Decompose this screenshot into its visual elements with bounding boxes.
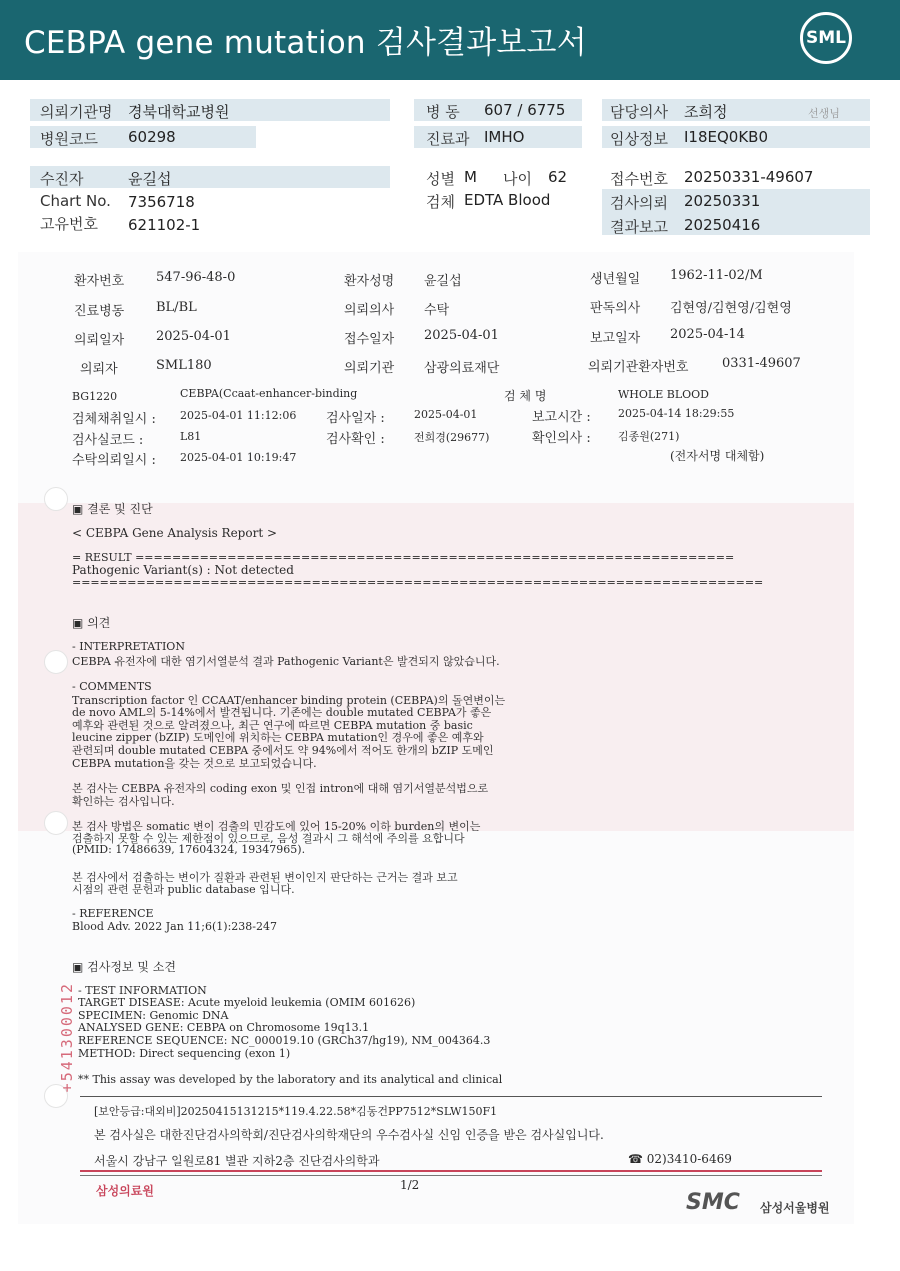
scan-value: 0331-49607 <box>722 356 801 371</box>
confirm-dr-label: 확인의사 : <box>532 431 591 446</box>
scan-label: 생년월일 <box>590 272 641 287</box>
hospital-value: 경북대학교병원 <box>128 103 230 121</box>
collect-label: 검체채취일시 : <box>72 412 156 427</box>
clinical-label: 임상정보 <box>610 130 668 148</box>
scan-value: BL/BL <box>156 300 197 315</box>
comment-line: 본 검사는 CEBPA 유전자의 coding exon 및 인접 intron에 대해 염기서열분석법으로 <box>72 782 489 795</box>
scan-value: 2025-04-14 <box>670 327 745 342</box>
info-line: ANALYSED GENE: CEBPA on Chromosome 19q13.1 <box>78 1021 370 1034</box>
doctor-value: 조희정 <box>684 103 728 121</box>
interp-text: CEBPA 유전자에 대한 염기서열분석 결과 Pathogenic Variant은 발견되지 않았습니다. <box>72 655 500 668</box>
info-line: REFERENCE SEQUENCE: NC_000019.10 (GRCh37/hg19), NM_004364.3 <box>78 1034 491 1047</box>
comment-line: 본 검사에서 검출하는 변이가 질환과 관련된 변이인지 판단하는 근거는 결과 보고 <box>72 871 458 884</box>
scan-value: 2025-04-01 <box>424 328 499 343</box>
testdate-value: 2025-04-01 <box>414 408 478 421</box>
section-conclusion: ▣ 결론 및 진단 <box>72 502 153 516</box>
uid-label: 고유번호 <box>40 215 98 233</box>
request-label: 검사의뢰 <box>610 194 668 212</box>
section-test-info: ▣ 검사정보 및 소견 <box>72 960 176 974</box>
info-line: METHOD: Direct sequencing (exon 1) <box>78 1047 291 1060</box>
info-line: TARGET DISEASE: Acute myeloid leukemia (OMIM 601626) <box>78 996 416 1009</box>
comment-line: 확인하는 검사입니다. <box>72 795 175 808</box>
page-number: 1/2 <box>400 1178 420 1192</box>
doctor-label: 담당의사 <box>610 103 668 121</box>
comments-head: - COMMENTS <box>72 680 152 693</box>
sex-label: 성별 <box>426 170 455 188</box>
scan-value: 547-96-48-0 <box>156 270 236 285</box>
scan-label: 의뢰일자 <box>74 333 125 348</box>
scan-value: 윤길섭 <box>424 274 462 289</box>
chart-label: Chart No. <box>40 192 111 210</box>
scan-value: 수탁 <box>424 303 450 318</box>
reference-text: Blood Adv. 2022 Jan 11;6(1):238-247 <box>72 920 278 933</box>
specimen-label: 검체 <box>426 193 455 211</box>
scan-label: 의뢰의사 <box>344 303 395 318</box>
collect-value: 2025-04-01 11:12:06 <box>180 409 297 422</box>
ward-value: 607 / 6775 <box>484 101 566 119</box>
result-line: = RESULT ================================================================= <box>72 551 735 564</box>
punch-hole <box>44 650 68 674</box>
specimen-name-label: 검 체 명 <box>504 389 547 403</box>
comment-line: Transcription factor 인 CCAAT/enhancer binding protein (CEBPA)의 돌연변이는 <box>72 694 506 707</box>
reference-head: - REFERENCE <box>72 907 154 920</box>
scan-value: SML180 <box>156 358 212 373</box>
code-label: 병원코드 <box>40 130 98 148</box>
age-value: 62 <box>548 168 568 186</box>
hospital-label: 의뢰기관명 <box>40 103 113 121</box>
comment-line: 검출하지 못할 수 있는 제한점이 있으므로, 음성 결과시 그 해석에 주의를 요합니다 <box>72 832 465 845</box>
comment-line: 본 검사 방법은 somatic 변이 검출의 민감도에 있어 15-20% 이하 burden의 변이는 <box>72 820 481 833</box>
scan-label: 판독의사 <box>590 301 641 316</box>
comment-line: (PMID: 17486639, 17604324, 19347965). <box>72 843 306 856</box>
scan-label: 의뢰기관환자번호 <box>588 360 689 375</box>
scan-label: 의뢰기관 <box>344 361 395 376</box>
outsource-label: 수탁의뢰일시 : <box>72 453 156 468</box>
lab-value: L81 <box>180 430 202 443</box>
patient-row-bg <box>30 166 390 188</box>
scan-label: 진료병동 <box>74 304 125 319</box>
confirm-dr-value: 김종원(271) <box>618 430 680 443</box>
code-value: 60298 <box>128 128 176 146</box>
patient-value: 윤길섭 <box>128 170 172 188</box>
footer-red-rule <box>80 1170 822 1172</box>
uid-value: 621102-1 <box>128 216 201 234</box>
outsource-value: 2025-04-01 10:19:47 <box>180 451 297 464</box>
comment-line: de novo AML의 5-14%에서 발견됩니다. 기존에는 double mutated CEBPA가 좋은 <box>72 706 492 719</box>
reporttime-value: 2025-04-14 18:29:55 <box>618 407 735 420</box>
chart-value: 7356718 <box>128 193 195 211</box>
punch-hole <box>44 811 68 835</box>
sml-logo <box>800 12 852 64</box>
scan-label: 접수일자 <box>344 332 395 347</box>
comment-line: CEBPA mutation을 갖는 것으로 보고되었습니다. <box>72 757 317 770</box>
testdate-label: 검사일자 : <box>326 411 385 426</box>
scan-label: 환자성명 <box>344 274 395 289</box>
info-line: ** This assay was developed by the laboratory and its analytical and clinical <box>78 1073 503 1086</box>
phone-text: ☎ 02)3410-6469 <box>628 1152 732 1166</box>
confirm-value: 전희경(29677) <box>414 431 490 444</box>
ward-label: 병 동 <box>426 103 460 121</box>
smc-logo: SMC <box>686 1190 740 1215</box>
scan-value: 2025-04-01 <box>156 329 231 344</box>
comment-line: 관련되며 double mutated CEBPA 중에서도 약 94%에서 적어도 한개의 bZIP 도메인 <box>72 744 494 757</box>
age-label: 나이 <box>503 170 532 188</box>
lab-label: 검사실코드 : <box>72 433 144 448</box>
side-number: +541300012 <box>58 982 76 1093</box>
scan-label: 보고일자 <box>590 331 641 346</box>
security-line: [보안등급:대외비]20250415131215*119.4.22.58*김동건PP7512*SLW150F1 <box>94 1105 498 1118</box>
dept-value: IMHO <box>484 128 525 146</box>
punch-hole <box>44 487 68 511</box>
report-date-label: 결과보고 <box>610 218 668 236</box>
comment-line: leucine zipper (bZIP) 도메인에 위치하는 CEBPA mutation인 경우에 좋은 예후와 <box>72 731 484 744</box>
info-line: - TEST INFORMATION <box>78 984 207 997</box>
footer-rule-2 <box>80 1175 822 1176</box>
reporttime-label: 보고시간 : <box>532 410 591 425</box>
request-value: 20250331 <box>684 192 761 210</box>
report-header <box>0 0 900 80</box>
result-end: =========================================================================== <box>72 576 764 589</box>
scan-value: 1962-11-02/M <box>670 268 763 283</box>
scan-label: 의뢰자 <box>80 362 118 377</box>
scan-label: 환자번호 <box>74 274 125 289</box>
specimen-value: EDTA Blood <box>464 191 551 209</box>
footer-rule <box>80 1096 822 1097</box>
address-text: 서울시 강남구 일원로81 별관 지하2층 진단검사의학과 <box>94 1154 380 1168</box>
receipt-value: 20250331-49607 <box>684 168 814 186</box>
section-opinion: ▣ 의견 <box>72 616 111 630</box>
sml-logo-text: SML <box>806 28 846 48</box>
scan-value: 김현영/김현영/김현영 <box>670 301 792 316</box>
footer-left-brand: 삼성의료원 <box>96 1184 154 1198</box>
clinical-value: I18EQ0KB0 <box>684 128 769 146</box>
interp-head: - INTERPRETATION <box>72 640 185 653</box>
confirm-label: 검사확인 : <box>326 432 385 447</box>
receipt-label: 접수번호 <box>610 170 668 188</box>
comment-line: 시점의 관련 문헌과 public database 입니다. <box>72 883 295 896</box>
info-line: SPECIMEN: Genomic DNA <box>78 1009 229 1022</box>
doctor-suffix: 선생님 <box>808 107 840 120</box>
result-value: Pathogenic Variant(s) : Not detected <box>72 563 294 577</box>
sex-value: M <box>464 168 477 186</box>
esign-note: (전자서명 대체함) <box>670 449 765 463</box>
certification-text: 본 검사실은 대한진단검사의학회/진단검사의학재단의 우수검사실 신임 인증을 받은 검사실입니다. <box>94 1128 604 1142</box>
scan-value: 삼광의료재단 <box>424 361 500 376</box>
footer-right-brand: 삼성서울병원 <box>760 1201 830 1215</box>
patient-label: 수진자 <box>40 170 84 188</box>
dept-label: 진료과 <box>426 130 470 148</box>
report-title: CEBPA gene mutation 검사결과보고서 <box>24 25 587 61</box>
test-name: CEBPA(Ccaat-enhancer-binding <box>180 387 358 400</box>
comment-line: 예후와 관련된 것으로 알려졌으나, 최근 연구에 따르면 CEBPA mutation 중 basic <box>72 719 473 732</box>
test-code: BG1220 <box>72 390 118 403</box>
report-subtitle: < CEBPA Gene Analysis Report > <box>72 526 278 540</box>
specimen-name: WHOLE BLOOD <box>618 388 709 401</box>
report-date-value: 20250416 <box>684 216 761 234</box>
